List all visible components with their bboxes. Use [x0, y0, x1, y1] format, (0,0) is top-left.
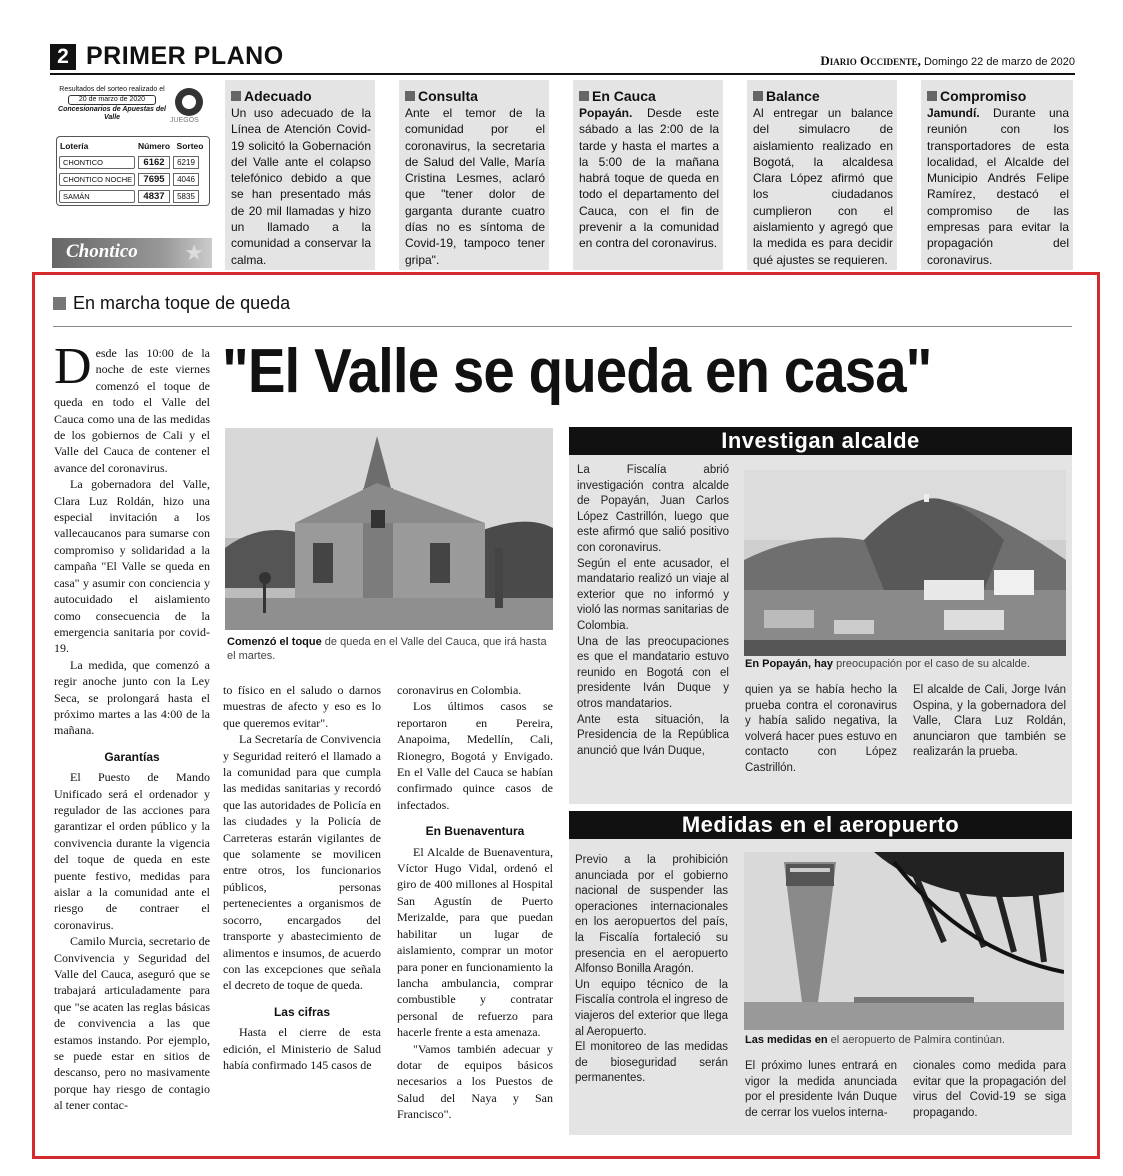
lottery-number: 4837 — [138, 190, 170, 203]
paragraph: Camilo Murcia, secretario de Convivencia y Seguridad del Valle del Cauca, aseguró que se trabajará articuladamente para que "se acaten las reglas básicas de convivencia a las que estamos instando. Por ejemplo, se puede estar en sitios de descanso, pero no masivamente porque hay riesgo de contagio al tener contac- — [54, 934, 210, 1113]
juegos-logo — [170, 88, 210, 128]
concessionaires: Concesionarios de Apuestas del Valle — [58, 106, 166, 121]
lottery-draw: 5835 — [173, 190, 199, 203]
square-bullet-icon — [927, 91, 937, 101]
brief-text: Jamundí. Durante una reunión con los transportadores de esta localidad, el Alcalde del Municipio Andrés Felipe Ramírez, destacó el compromiso de las empresas para evitar la propagación del coronavirus. — [927, 106, 1069, 267]
results-date: 20 de marzo de 2020 — [68, 95, 156, 105]
sidebar-aeropuerto-text-3: cionales como medida para evitar que la propagación del virus del Covid-19 se siga propagando. — [913, 1060, 1066, 1119]
sidebar-investigan-text-1: La Fiscalía abrió investigación contra alcalde de Popayán, Juan Carlos López Castrillón, luego que este afirmó que salió positivo con coronavirus. Según el ente acusador, el mandatario realizó un viaje al exterior que no informó y violó las normas sanitarias de Colombia. Una de las preocupaciones es que el mandatario estuvo reunido en Bogotá con el presidente Iván Duque y otros mandatarios. Ante esta situación, la Presidencia de la República anunció que Iván Duque, — [577, 464, 729, 757]
brief-title: Compromiso — [927, 88, 1069, 104]
brief-adecuado — [225, 80, 375, 270]
article-column-1 — [54, 338, 210, 1114]
popayan-photo-image — [744, 470, 1066, 656]
paragraph: La Secretaría de Convivencia y Seguridad reiteró el llamado a la comunidad para que cumpla las medidas sanitarias y recordó que las autoridades de Policía en las ciudades y la Policía de Carreteras estarán vigilantes de que solamente se movilicen entre otros, los funcionarios públicos, personas pertenecientes a organismos de socorro, encargados del transporte y abastecimiento de alimentos e insumos, de acuerdo con las excepciones que señala el decreto de toque de queda. — [223, 732, 381, 993]
caption-lead: Comenzó el toque — [227, 636, 322, 648]
lottery-draw: 6219 — [173, 156, 199, 169]
square-bullet-icon — [53, 297, 66, 310]
sidebar-aeropuerto-text-2: El próximo lunes entrará en vigor la medida anunciada por el presidente Iván Duque de cerrar los vuelos interna- — [745, 1060, 897, 1119]
lottery-results-note — [52, 86, 172, 122]
paragraph: Hasta el cierre de esta edición, el Ministerio de Salud había confirmado 145 casos de — [223, 1025, 381, 1072]
paragraph: Desde las 10:00 de la noche de este viernes comenzó el toque de queda en todo el Valle del Cauca como una de las medidas de los gobiernos de Cali y el Valle del Cauca de contener el avance del coronavirus. — [54, 338, 210, 475]
table-row — [57, 154, 209, 171]
sidebar-investigan-text-2: quien ya se había hecho la prueba contra el coronavirus y había salido negativa, la volverá hacer pues estuvo en contacto con López Castrillón. — [745, 684, 897, 774]
square-bullet-icon — [231, 91, 241, 101]
church-photo — [225, 428, 553, 630]
lottery-table-header — [57, 137, 209, 154]
lottery-name: SAMÁN — [59, 190, 135, 203]
square-bullet-icon — [405, 91, 415, 101]
square-bullet-icon — [579, 91, 589, 101]
paragraph: La gobernadora del Valle, Clara Luz Roldán, hizo una especial invitación a los vallecaucanos para sumarse con compromiso y solidaridad a la campaña "El Valle se queda en casa" y asumir con conciencia y autocuidado el aislamiento como consecuencia de la emergencia sanitaria por covid-19. — [54, 477, 210, 656]
juegos-logo-icon — [175, 88, 203, 116]
lottery-name: CHONTICO — [59, 156, 135, 169]
lottery-box — [52, 86, 217, 268]
brief-text: Al entregar un balance del simulacro de aislamiento realizado en Bogotá, la alcaldesa Clara López afirmó que los ciudadanos cumplieron con el aislamiento y agregó que la medida es para decidir qué ajustes se requieren. — [753, 106, 893, 267]
brief-en-cauca — [573, 80, 723, 270]
section-title: PRIMER PLANO — [86, 42, 284, 70]
brief-lead: Popayán. — [579, 106, 633, 120]
sidebar-investigan-title: Investigan alcalde — [569, 427, 1072, 455]
paragraph: "Vamos también adecuar y dotar de equipos básicos necesarios a los Puestos de Salud del Naya y San Francisco". — [397, 1041, 553, 1122]
brief-text: Un uso adecuado de la Línea de Atención Covid-19 solicitó la Gobernación del Valle ante el colapso telefónico debido a que se han presentado más de 20 mil llamadas y hizo un llamado a la comunidad a conservar la calma. — [231, 106, 371, 267]
lottery-table — [56, 136, 210, 206]
sidebar-investigan-text-3: El alcalde de Cali, Jorge Iván Ospina, y la gobernadora del Valle, Clara Luz Roldán, anunciaron que también se realizarán la prueba. — [913, 684, 1066, 759]
square-bullet-icon — [753, 91, 763, 101]
col-header-loteria: Lotería — [60, 140, 89, 151]
paragraph: El Alcalde de Buenaventura, Víctor Hugo Vidal, ordenó el giro de 400 millones al Hospital San Agustín de Puerto Merizalde, para que puedan habilitar un lugar de aislamiento, comprar un motor para poner en funcionamiento la lancha ambulancia, comprar combustible y contratar personal de refuerzo para hacerle frente a esta amenaza. — [397, 844, 553, 1040]
brief-balance — [747, 80, 897, 270]
page-header — [50, 42, 1075, 72]
paragraph: to físico en el saludo o darnos muestras de afecto y eso es lo que queremos evitar". — [223, 683, 381, 730]
chontico-logo-text: Chontico — [66, 241, 138, 262]
star-icon: ★ — [184, 240, 204, 265]
brief-title: Consulta — [405, 88, 545, 104]
col-header-sorteo: Sorteo — [176, 140, 204, 151]
table-row — [57, 188, 209, 205]
paragraph: coronavirus en Colombia. — [397, 683, 522, 697]
caption-lead: En Popayán, hay — [745, 658, 834, 670]
brief-title: En Cauca — [579, 88, 719, 104]
sidebar-aeropuerto-text-1: Previo a la prohibición anunciada por el gobierno nacional de suspender las operaciones internacionales en los aeropuertos del país, la Fiscalía fortaleció su presencia en el aeropuerto Alfonso Bonilla Aragón. Un equipo técnico de la Fiscalía controla el ingreso de viajeros del exterior que llega al Aeropuerto. El monitoreo de las medidas de bioseguridad serán permanentes. — [575, 854, 728, 1085]
subhead-buenaventura: En Buenaventura — [425, 824, 525, 839]
subhead-garantias: Garantías — [104, 749, 160, 764]
sidebar-aeropuerto-title: Medidas en el aeropuerto — [569, 811, 1072, 839]
popayan-photo-caption: En Popayán, hay preocupación por el caso de su alcalde. — [745, 658, 1030, 670]
church-photo-caption: Comenzó el toque de queda en el Valle del Cauca, que irá hasta el martes. — [227, 636, 547, 662]
table-row — [57, 171, 209, 188]
brief-lead: Jamundí. — [927, 106, 980, 120]
juegos-logo-text: JUEGOS — [170, 117, 199, 124]
dateline — [820, 53, 1075, 69]
article-column-2 — [223, 682, 381, 1073]
kicker-text: En marcha toque de queda — [73, 293, 291, 313]
issue-date: Domingo 22 de marzo de 2020 — [923, 56, 1075, 68]
paragraph: Los últimos casos se reportaron en Pereira, Anapoima, Medellín, Cali, Rionegro, Bogotá y Envigado. En el Valle del Cauca se habían confirmado quince casos de infectados. — [397, 699, 553, 812]
brief-text: Popayán. Desde este sábado a las 2:00 de la tarde y hasta el martes a la 5:00 de la mañana habrá toque de queda en todo el departamento del Cauca, con el fin de prevenir a la comunidad en contra del coronavirus. — [579, 106, 719, 251]
drop-cap: D — [54, 338, 92, 395]
popayan-photo — [744, 470, 1066, 656]
col-header-numero: Número — [137, 140, 171, 151]
paragraph: El Puesto de Mando Unificado será el ordenador y regulador de las acciones para garantizar el orden público y la convivencia durante la vigencia del toque de queda en este puente festivo, medidas para aislar a la comunidad ante el riesgo de contraer el coronavirus. — [54, 770, 210, 932]
newspaper-name: Diario Occidente, — [820, 53, 921, 68]
caption-lead: Las medidas en — [745, 1034, 828, 1046]
brief-text: Ante el temor de la comunidad por el coronavirus, la secretaria de Salud del Valle, María Cristina Lesmes, aclaró que "tener dolor de garganta durante cuatro días no es síntoma de Covid-19, tampoco tener gripa". — [405, 106, 545, 267]
paragraph: La medida, que comenzó a regir anoche junto con la Ley Seca, se prolongará hasta el próximo martes a las 4:00 de la mañana. — [54, 657, 210, 738]
article-kicker — [53, 293, 290, 314]
kicker-rule — [53, 326, 1072, 327]
airport-photo-caption: Las medidas en el aeropuerto de Palmira continúan. — [745, 1034, 1005, 1046]
header-rule — [50, 73, 1075, 75]
airport-photo-image — [744, 852, 1064, 1030]
brief-compromiso — [921, 80, 1073, 270]
brief-title: Adecuado — [231, 88, 371, 104]
article-headline: "El Valle se queda en casa" — [222, 337, 932, 406]
results-line: Resultados del sorteo realizado el — [59, 86, 165, 93]
lottery-name: CHONTICO NOCHE — [59, 173, 135, 186]
church-photo-image — [225, 428, 553, 630]
lottery-draw: 4046 — [173, 173, 199, 186]
lottery-number: 7695 — [138, 173, 170, 186]
brief-title: Balance — [753, 88, 893, 104]
subhead-cifras: Las cifras — [273, 1004, 331, 1019]
lottery-number: 6162 — [138, 156, 170, 169]
brief-consulta — [399, 80, 549, 270]
chontico-banner — [52, 238, 212, 268]
airport-photo — [744, 852, 1064, 1030]
page-number: 2 — [50, 44, 76, 70]
article-column-3 — [397, 682, 553, 1123]
